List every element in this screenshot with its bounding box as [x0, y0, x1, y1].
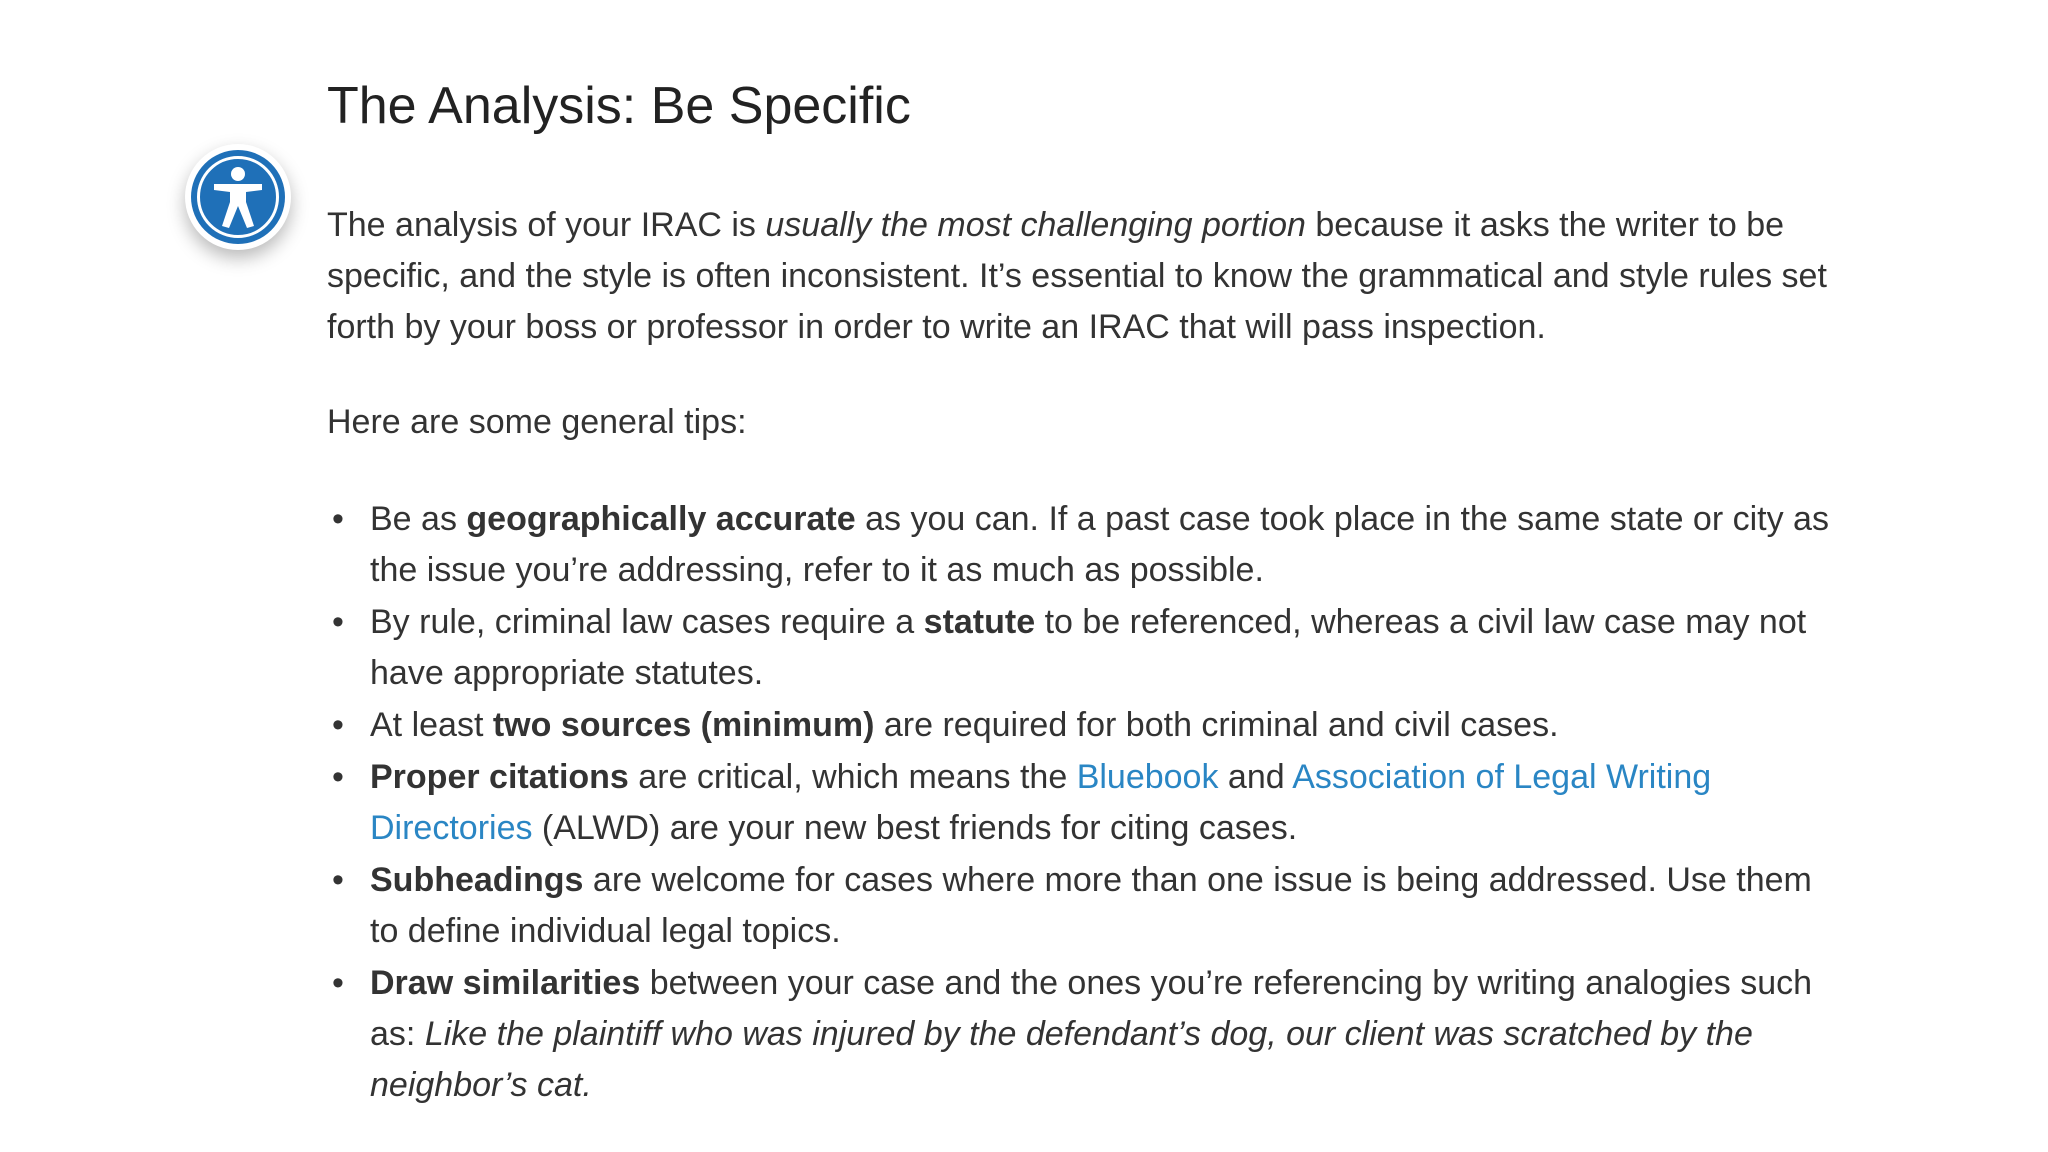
- bullet: •: [332, 603, 344, 641]
- list-item: • By rule, criminal law cases require a statute to be referenced, whereas a civil law case may not have appropriate statutes.: [327, 597, 1847, 699]
- accessibility-button[interactable]: [185, 144, 291, 250]
- bullet: •: [332, 758, 344, 796]
- bullet: •: [332, 706, 344, 744]
- bullet: •: [332, 861, 344, 899]
- intro-emphasis: usually the most challenging portion: [765, 206, 1306, 244]
- list-item: • At least two sources (minimum) are required for both criminal and civil cases.: [327, 700, 1847, 751]
- bullet: •: [332, 500, 344, 538]
- article-content: [327, 70, 1847, 1112]
- list-item: • Subheadings are welcome for cases where more than one issue is being addressed. Use them to define individual legal topics.: [327, 855, 1847, 957]
- list-item: • Be as geographically accurate as you can. If a past case took place in the same state or city as the issue you’re addressing, refer to it as much as possible.: [327, 494, 1847, 596]
- page-title: The Analysis: Be Specific: [327, 77, 911, 135]
- bullet: •: [332, 964, 344, 1002]
- accessibility-person-icon: [210, 166, 266, 228]
- alwd-link[interactable]: Association of Legal Writing Directories: [370, 758, 1712, 847]
- list-item: • Draw similarities between your case and the ones you’re referencing by writing analogies such as: Like the plaintiff who was injured by the defendant’s dog, our client was scratched by the neighbor’s cat.: [327, 958, 1847, 1111]
- tips-intro: Here are some general tips:: [327, 403, 747, 441]
- intro-paragraph: The analysis of your IRAC is usually the most challenging portion because it asks the writer to be specific, and the style is often inconsistent. It’s essential to know the grammatical and style rules set forth by your boss or professor in order to write an IRAC that will pass inspection.: [327, 206, 1827, 346]
- list-item: • Proper citations are critical, which means the Bluebook and Association of Legal Writing Directories (ALWD) are your new best friends for citing cases.: [327, 752, 1847, 854]
- bluebook-link[interactable]: Bluebook: [1076, 758, 1219, 796]
- tips-list: [327, 494, 1847, 1111]
